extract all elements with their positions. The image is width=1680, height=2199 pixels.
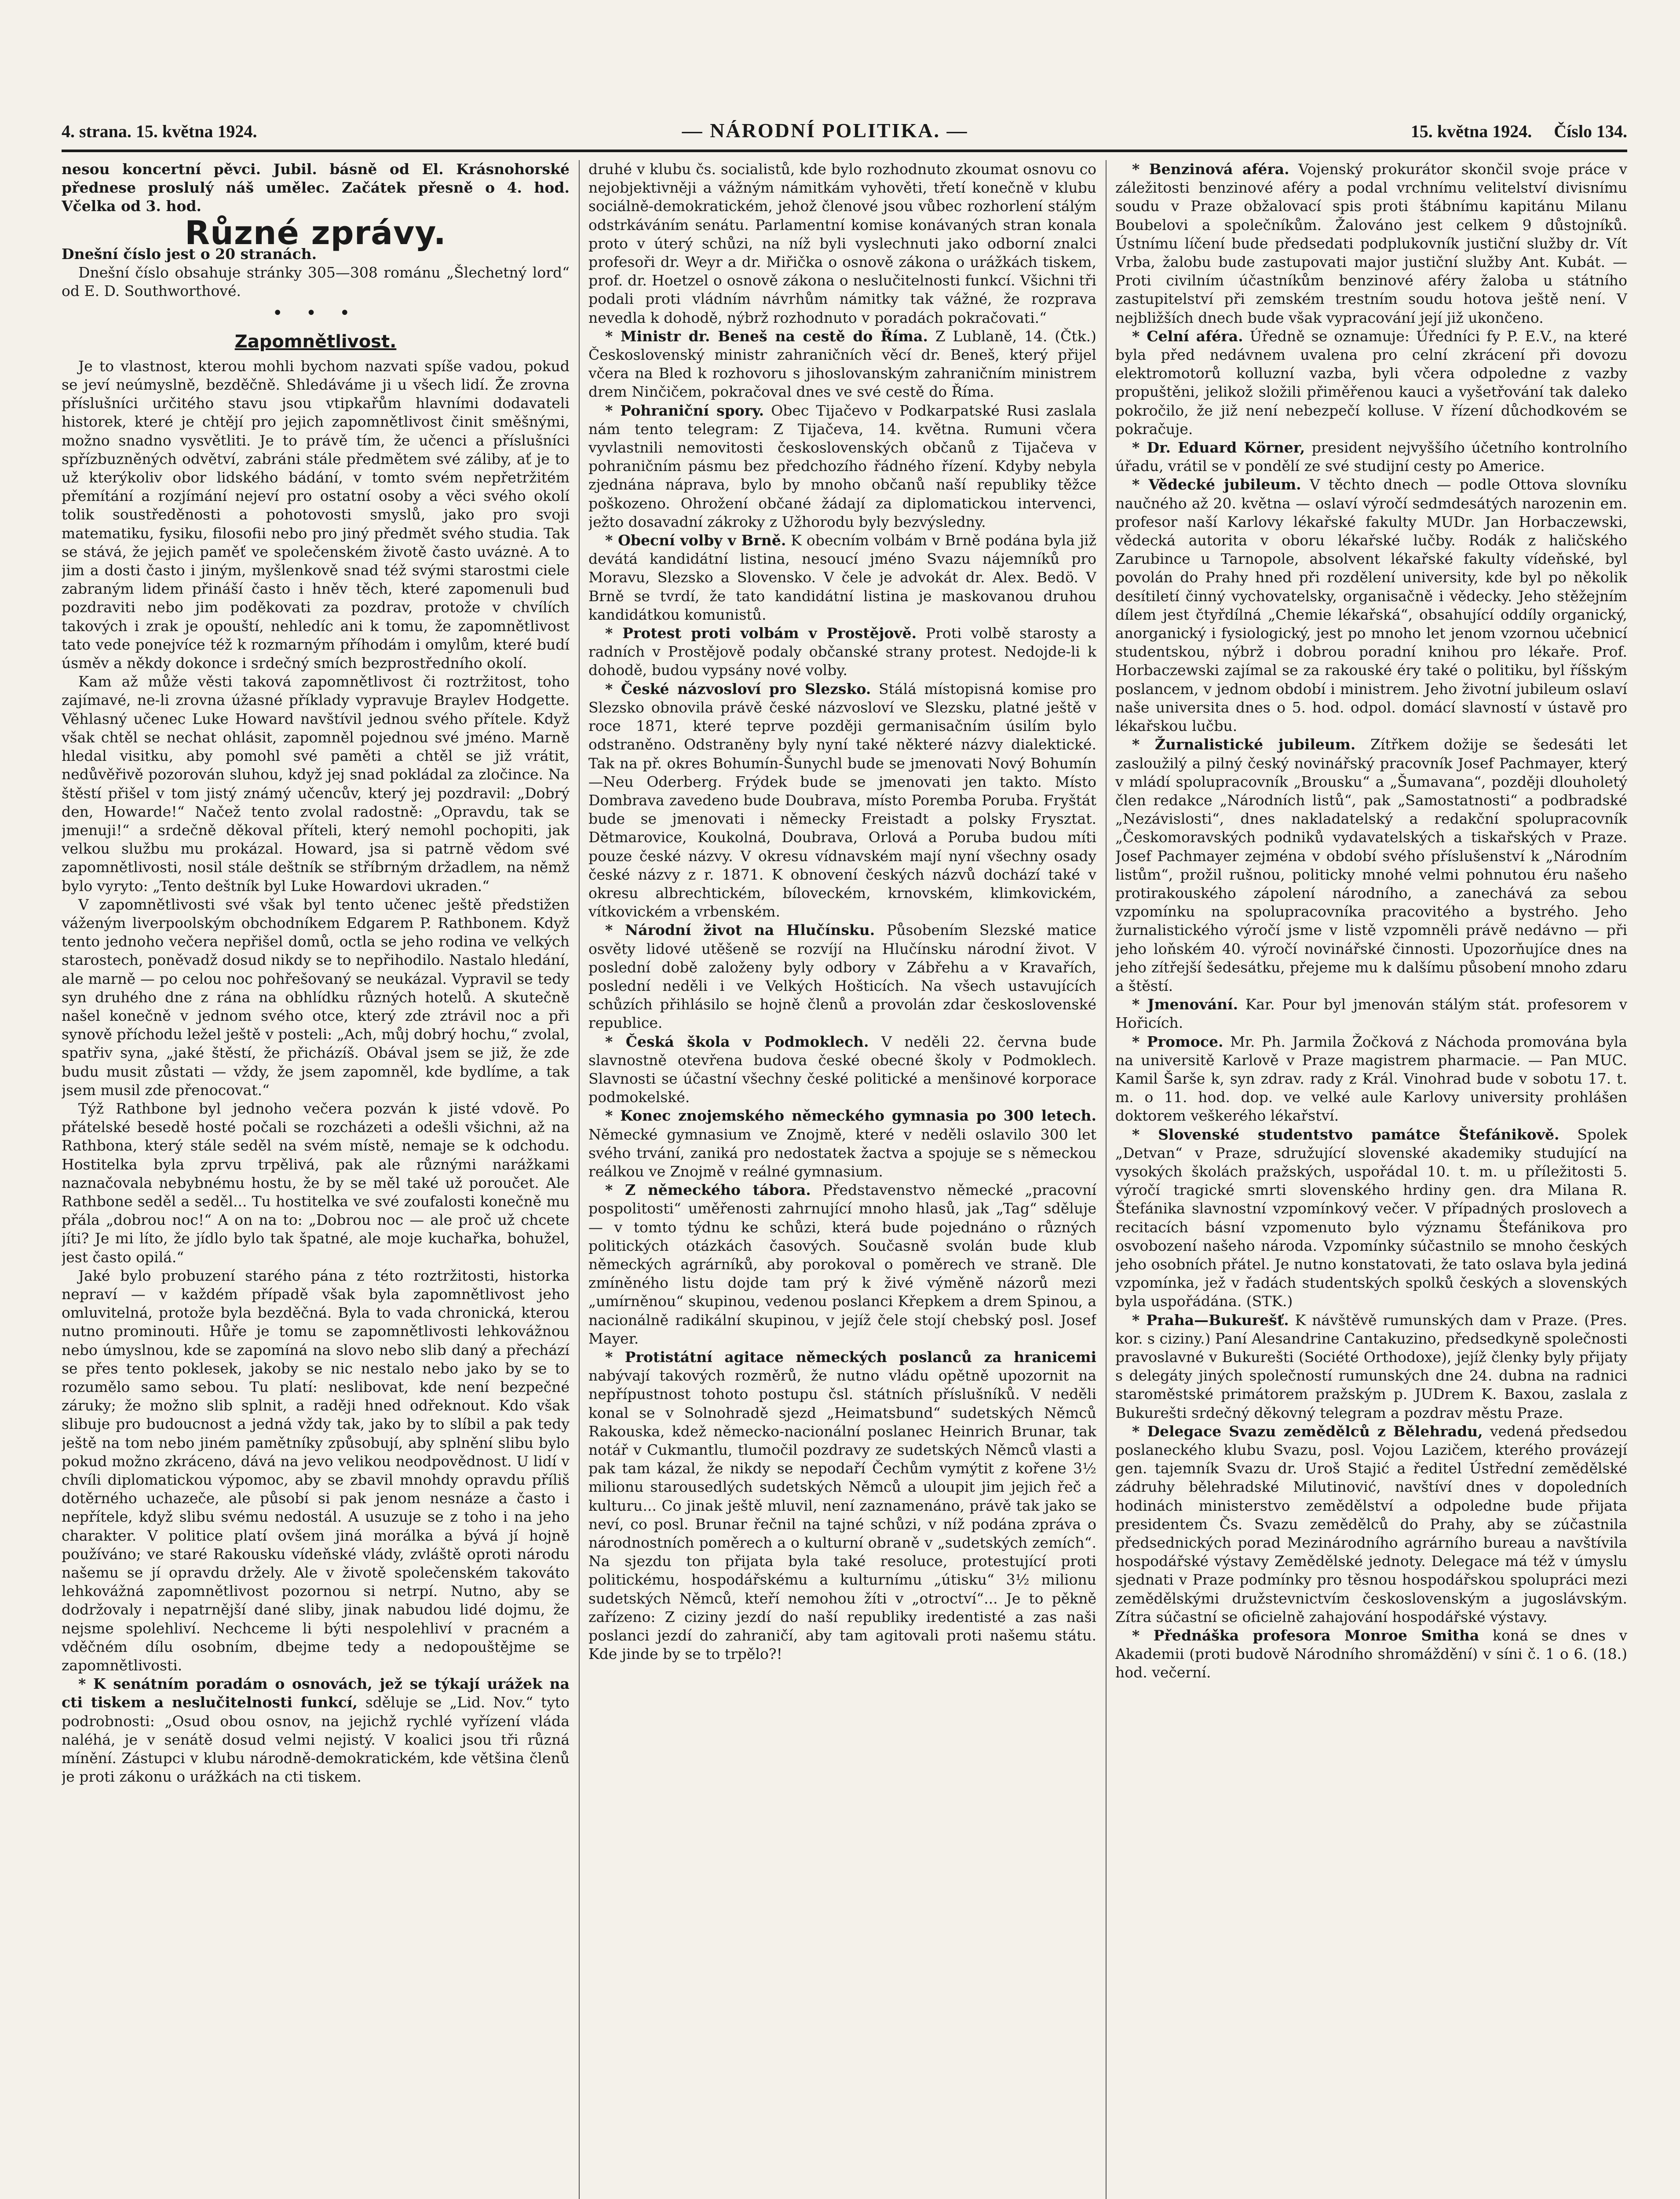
- news-item-text: Z Lublaně, 14. (Čtk.) Československý ministr zahraničních věcí dr. Beneš, který přijel včera na Bled k rozhovoru s jihoslovanským zahraničním ministrem drem Ninčičem, pokračoval dnes ve své cestě do Říma.: [588, 327, 1096, 401]
- news-item-text: Německé gymnasium ve Znojmě, které v neděli oslavilo 300 let svého trvání, zaniká pro nedostatek žactva a spojuje se s německou reálkou ve Znojmě v reálné gymnasium.: [588, 1125, 1096, 1180]
- article-title: Zapomnětlivost.: [234, 331, 397, 352]
- news-item: [1115, 160, 1627, 327]
- news-item-text: Působením Slezské matice osvěty lidové utěšeně se rozvíjí na Hlučínsku národní život. V poslední době založeny byly odbory v Zábřehu a v Kravařích, poslední neděli i ve Velkých Hošticích. Na všech ustavujících schůzích přihlásilo se hojně členů a provolán zdar československé republice.: [588, 921, 1096, 1032]
- news-item-text: president nejvyššího účetního kontrolního úřadu, vrátil se v pondělí ze své studijní cesty po Americe.: [1115, 439, 1627, 475]
- article-paragraph: V zapomnětlivosti své však byl tento učenec ještě předstižen váženým liverpoolským obchodníkem Edgarem P. Rathbonem. Když tento jednoho večera nepřišel domů, octla se jeho rodina ve velkých starostech, poněvadž dosud nikdy se to nepřihodilo. Nastalo hledání, ale marně — po celou noc pohřešovaný se neukázal. Vypravil se tedy syn druhého dne z rána na obhlídku různých hotelů. A skutečně našel konečně v jednom svého otce, který zde ztrávil noc a při synově příchodu ležel ještě v posteli: „Ach, můj dobrý hochu,“ zvolal, spatřiv syna, „jaké štěstí, že přicházíš. Obával jsem se již, že zde budu musit zůstati — vždy, že jsem zapomněl, kde bydlíme, a tak jsem musil zde přenocovat.“: [62, 895, 570, 1099]
- news-item-lead: * Česká škola v Podmoklech.: [605, 1033, 869, 1050]
- news-item-lead: * Obecní volby v Brně.: [605, 532, 786, 549]
- news-item: [1115, 1311, 1627, 1422]
- column-3: [1115, 160, 1627, 2199]
- news-item-lead: * Delegace Svazu zemědělců z Bělehradu,: [1132, 1422, 1483, 1440]
- news-item: [588, 921, 1096, 1032]
- column-divider: [579, 160, 580, 2199]
- novel-note: Dnešní číslo obsahuje stránky 305—308 románu „Šlechetný lord“ od E. D. Southworthové.: [62, 264, 570, 300]
- news-item-lead: * Přednáška profesora Monroe Smitha: [1132, 1627, 1479, 1644]
- news-item-lead: * Pohraniční spory.: [605, 402, 764, 419]
- news-item-text: Úředně se oznamuje: Úředníci fy P. E.V., na které byla před nedávnem uvalena pro celní zkrácení při dovozu elektromotorů kolluzní vazba, byli včera odpoledne z vazby propuštěni, jelikož složili přiměřenou kauci a vyšetřování tak daleko pokročilo, že již není nebezpečí kolluse. V řízení důchodkovém se pokračuje.: [1115, 327, 1627, 438]
- article-paragraph: Týž Rathbone byl jednoho večera pozván k jisté vdově. Po přátelské besedě hosté počali se rozcházeti a odešli všichni, až na Rathbona, který stále seděl na svém místě, nemaje se k odchodu. Hostitelka byla zprvu trpělivá, pak ale různými narážkami naznačovala nebybnému hostu, že by se měl také už poroučet. Ale Rathbone seděl a seděl... Tu hostitelka ve své zoufalosti konečně mu přála „dobrou noc!“ A on na to: „Dobrou noc — ale proč už chcete jíti? Je mi líto, že jídlo bylo tak špatné, ale moje kuchařka, bohužel, jest často opilá.“: [62, 1100, 570, 1266]
- news-item-lead: * Konec znojemského německého gymnasia po 300 letech.: [605, 1107, 1096, 1125]
- news-item: [588, 1348, 1096, 1663]
- news-item-text: Kar. Pour byl jmenován stálým stát. profesorem v Hořicích.: [1115, 996, 1627, 1032]
- news-item-lead: * Celní aféra.: [1132, 327, 1243, 345]
- news-item-text: Stálá místopisná komise pro Slezsko obnovila právě české názvosloví ve Slezsku, platné ještě v roce 1871, které teprve později germanisačním úsilím bylo odstraněno. Odstraněny byly nyní také některé názvy dialektické. Tak na př. okres Bohumín-Šunychl bude se jmenovati Nový Bohumín—Neu Oderberg. Frýdek bude se jmenovati jen takto. Místo Dombrava zavedeno bude Doubrava, místo Poremba Poruba. Fryštát bude se jmenovati i německy Freistadt a polsky Frysztat. Dětmarovice, Koukolná, Doubrava, Orlová a Poruba budou míti pouze české názvy. V okresu vídnavském mají nyní všechny osady české názvy z r. 1871. K obnovení českých názvů dochází také v okresu albrechtickém, bíloveckém, krnovském, klimkovickém, vítkovickém a vrbenském.: [588, 680, 1096, 921]
- news-item: [588, 531, 1096, 624]
- column-1: [62, 160, 570, 2199]
- news-item-text: Spolek „Detvan“ v Praze, sdružující slovenské akademiky studující na vysokých školách pražských, uspořádal 10. t. m. u příležitosti 5. výročí tragické smrti slovenského hrdiny gen. dra Milana R. Štefánika slavnostní vzpomínkový večer. V případných proslovech a recitacích básní vzpomenuto bylo významu Štefánikova pro osvobození našeho národa. Vzpomínky súčastnilo se mnoho českých jeho osobních přátel. Je nutno konstatovati, že tato oslava byla jediná vzpomínka, jež v řadách studentských spolků českých a slovenských byla uspořádána. (STK.): [1115, 1125, 1627, 1310]
- news-item-lead: * K senátním poradám o osnovách, jež se týkají urážek na cti tiskem a neslučitelnosti funkcí,: [62, 1675, 570, 1711]
- news-item: [1115, 438, 1627, 475]
- news-item: [1115, 1626, 1627, 1682]
- news-item: [62, 1675, 570, 1786]
- news-item: [1115, 327, 1627, 438]
- issue-number: Číslo 134.: [1554, 121, 1627, 141]
- news-item-lead: * Z německého tábora.: [605, 1181, 811, 1199]
- page-header: [62, 119, 1627, 147]
- masthead-title: — NÁRODNÍ POLITIKA. —: [682, 119, 968, 142]
- news-item-lead: * Praha—Bukurešť.: [1132, 1311, 1289, 1329]
- news-item-lead: * Ministr dr. Beneš na cestě do Říma.: [605, 327, 928, 345]
- news-item-text: vedená předsedou poslaneckého klubu Svazu, posl. Vojou Lazičem, kterého provázejí gen. tajemník Svazu dr. Uroš Stajić a ředitel Ústřední zemědělské zádruhy bělehradské Milutinović, navštíví dnes v dopoledních hodinách ministerstvo zemědělství a odpoledne bude přijata presidentem Čs. Svazu zemědělců do Prahy, aby se zúčastnila předsednických porad Mezinárodního agrárního bureau a navštívila hospodářské výstavy Zemědělské jednoty. Delegace má též v úmyslu sjednati v Praze podmínky pro těsnou hospodářskou spolupráci mezi zemědělskými družstevnictvím československým a jugoslávským. Zítra súčastní se oficielně zahajování hospodářské výstavy.: [1115, 1422, 1627, 1626]
- news-item-lead: * Žurnalistické jubileum.: [1132, 736, 1356, 753]
- news-item-lead: * České názvosloví pro Slezsko.: [605, 680, 871, 698]
- header-rule: [62, 150, 1627, 152]
- news-item-text: K obecním volbám v Brně podána byla již devátá kandidátní listina, nesoucí jméno Svazu nájemníků pro Moravu, Slezsko a Slovensko. V čele je advokát dr. Alex. Bedö. V Brně se tvrdí, že tato kandidátní listina je maskovanou druhou kandidátkou komunistů.: [588, 532, 1096, 623]
- news-item-lead: * Vědecké jubileum.: [1132, 476, 1301, 493]
- news-item-text: Proti volbě starosty a radních v Prostějově podaly občanské strany protest. Nedojde-li k dohodě, budou vypsány nové volby.: [588, 625, 1096, 679]
- news-item: [1115, 1033, 1627, 1125]
- news-item-text: V neděli 22. června bude slavnostně otevřena budova české obecné školy v Podmoklech. Slavnosti se účastní všechny české politické a menšinové korporace podmokelské.: [588, 1033, 1096, 1106]
- news-item-lead: * Jmenování.: [1132, 996, 1238, 1013]
- news-item-text: V těchto dnech — podle Ottova slovníku naučného až 20. května — oslaví výročí sedmdesátých narozenin em. profesor naší Karlovy lékařské fakulty MUDr. Jan Horbaczewski, vědecká autorita v oboru lékařské lučby. Rodák z haličského Zarubince u Tarnopole, absolvent lékařské fakulty vídeňské, byl povolán do Prahy hned při rozdělení university, kde byl po několik desítiletí činný vychovatelsky, organisačně i vědecky. Jeho stěžejním dílem jest čtyřdílná „Chemie lékařská“, obsahující oddíly organický, anorganický i fysiologický, jest po mnoho let jenom vzornou učebnicí studentskou, nýbrž i dobrou poradní knihou pro lékaře. Prof. Horbaczewski zajímal se za rakouské éry také o politiku, byl říšským poslancem, v jednom období i ministrem. Jeho životní jubileum oslaví naše universita dnes o 5. hod. odpol. domácí slavností v ústavě pro lékařskou lučbu.: [1115, 476, 1627, 735]
- article-paragraph: Jaké bylo probuzení starého pána z této roztržitosti, historka nepraví — v každém případě však byla zapomnětlivost jeho omluvitelná, protože byla bezděčná. Byla to vada chronická, kterou nutno prominouti. Hůře je tomu se zapomnětlivosti lehkovážnou nebo úmyslnou, kde se zapomíná na slovo nebo slib daný a přechází se přes tento poklesek, jakoby se nic nestalo nebo jako by se to rozumělo samo sebou. Tu platí: neslibovat, kde není bezpečné záruky; že možno slib splnit, a raději hned odřeknout. Kdo však slibuje pro budoucnost a jedná vždy tak, jako by to slíbil a pak tedy ještě na tom nebo jiném pamětníky způsobují, aby splnění slibu bylo pokud možno zkráceno, dává na jevo velikou neodpovědnost. U lidí v chvíli diplomatickou výpomoc, aby se zbavil mnohdy opravdu příliš dotěrného uchazeče, ale působí si pak jenom nesnáze a často i nepřítele, když slibu svému nedostál. A usuzuje se z toho i na jeho charakter. V politice platí ovšem jiná morálka a bývá jí hojně používáno; ve staré Rakousku vídeňské vlády, zvláště oproti národu našemu se jí opravdu držely. Ale v životě společenském takováto lehkovážná zapomnětlivost pozornou si netrpí. Nutno, aby se dodržovaly i nepatrnější dané sliby, jinak nabudou lidé dojmu, že nejsme spolehliví. Nechceme li býti nespolehliví v pracném a vděčném dílu osobním, dbejme tedy a nedopouštějme se zapomnětlivosti.: [62, 1267, 570, 1674]
- news-item: [1115, 475, 1627, 735]
- header-left: 4. strana. 15. května 1924.: [62, 121, 257, 141]
- header-right: [1393, 121, 1627, 142]
- news-item-text: Zítřkem dožije se šedesáti let zasloužilý a pilný český novinářský pracovník Josef Pachmayer, který v mládí spolupracovník „Brousku“ a „Šumavana“, později dlouholetý člen redakce „Národních listů“, pak „Samostatnosti“ a podbradské „Nezávislosti“, dnes nakladatelský a redakční spolupracovník „Českomoravských podniků vydavatelských a tiskařských v Praze. Josef Pachmayer zejména v období svého příslušenství k „Národním listům“, prožil rušnou, politicky mnohé velmi pohnutou éru našeho protirakouského zápolení národního, a zanechává za sebou vzpomínku na spolupracovníka pracovitého a bystrého. Jeho žurnalistického výročí jsme v listě vzpomněli právě nedávno — při jeho loňském 40. výročí novinářské činnosti. Upozorňujíce dnes na jeho zítřejší šedesátku, přejeme mu k dalšímu působení mnoho zdaru a štěstí.: [1115, 736, 1627, 994]
- columns: [62, 160, 1627, 2199]
- news-item: [1115, 1422, 1627, 1626]
- news-item-text: Představenstvo německé „pracovní pospolitosti“ uměřenosti zahrnující mnoho hlasů, jak „Tag“ sděluje — v tomto týdnu ke schůzi, která bude pojednáno o různých politických otázkách časových. Současně svolán bude klub německých agrárníků, aby porokoval o poměrech ve straně. Dle zmíněného listu dojde tam prý k živé výměně názorů mezi „umírněnou“ skupinou, vedenou poslanci Křepkem a drem Spinou, a nacionálně radikální skupinou, v jejíž čele stojí chebský posl. Josef Mayer.: [588, 1181, 1096, 1347]
- column-2: [588, 160, 1096, 2199]
- news-item-text: nabývají takových rozměrů, že nutno vládu opětně upozornit na nepřípustnost tohoto postupu čsl. státních příslušníků. V neděli konal se v Solnohradě sjezd „Heimatsbund“ sudetských Němců Rakouska, kdež německo-nacionální poslanec Heinrich Brunar, tak notář v Cukmantlu, tlumočil pozdravy ze sudetských Němců vlasti a pak tam kázal, že nikdy se nepodaří Čechům vymýtit z kořene 3½ milionu starousedlých sudetských Němců a uloupit jim jejich řeč a kulturu... Co jinak ještě mluvil, není zaznamenáno, právě tak jako se neví, co posl. Brunar řečnil na tajné schůzi, v níž podána zpráva o národnostních poměrech a o kulturní obraně v „sudetských zemích“. Na sjezdu ton přijata byla také resoluce, protestující proti politickému, hospodářskému a kulturnímu „útisku“ 3½ milionu sudetských Němců, kteří nemohou žíti v „otroctví“... Je to pěkně zařízeno: Z ciziny jezdí do naší republiky iredentisté a zas naši poslanci jezdí do zahraničí, aby tam agitovali proti našemu státu. Kde jinde by se to trpělo?!: [588, 1367, 1096, 1663]
- news-item-text: koná se dnes v Akademii (proti budově Národního shromáždění) v síni č. 1 o 6. (18.) hod. večerní.: [1115, 1627, 1627, 1681]
- news-item: [588, 327, 1096, 402]
- news-item-text: K návštěvě rumunských dam v Praze. (Pres. kor. s ciziny.) Paní Alesandrine Cantakuzino, předsedkyně společnosti pravoslavné v Bukurešti (Société Orthodoxe), jejíž členky byly přijaty s delegáty jiných společností rumunských dne 24. dubna na radnici staroměstské primátorem pražským p. JUDrem K. Baxou, zaslala z Bukurešti srdečný děkovný telegram a pozdrav městu Praze.: [1115, 1311, 1627, 1421]
- column-divider: [1106, 160, 1107, 2199]
- news-item-text: Mr. Ph. Jarmila Žočková z Náchoda promována byla na universitě Karlově v Praze magistrem pharmacie. — Pan MUC. Kamil Šarše k, syn zdrav. rady z Král. Vinohrad bude v sobotu 17. t. m. o 11. hod. dop. ve velké aule Karlovy university prohlášen doktorem veškerého lékařství.: [1115, 1033, 1627, 1125]
- news-item-lead: * Protistátní agitace německých poslanců za hranicemi: [605, 1348, 1096, 1366]
- news-item-text: sděluje se „Lid. Nov.“ tyto podrobnosti: „Osud obou osnov, na jejichž rychlé vyřízení vláda naléhá, je v senátě dosud velmi nejistý. V koalici jsou tři různá mínění. Zástupci v klubu národně-demokratickém, kde většina členů je proti zákonu o urážkách na cti tiskem.: [62, 1694, 570, 1786]
- article-paragraph: Je to vlastnost, kterou mohli bychom nazvati spíše vadou, pokud se jeví neúmyslně, bezděčně. Shledáváme ji u všech lidí. Že zrovna příslušníci určitého stavu jsou vtipkařům hlavními dodavateli historek, které je chtějí pro jejich zapomnětlivost činit směšnými, možno snadno vysvětliti. Je to právě tím, že učenci a příslušníci spřízbuzněných odvětví, zabráni stále předmětem své záliby, ať je to už kterýkoliv obor lidského bádání, v tomto svém nepřetržitém přemítání a rozjímání nejeví pro ostatní osoby a věci svého okolí tolik soustředěnosti a pohotovosti smyslů, jako pro svoji matematiku, fysiku, filosofii nebo pro jiný předmět svého studia. Tak se stává, že jejich paměť ve společenském životě často uváznė. A to jim a dosti často i jiným, myšlenkově snad též svými starostmi ciele zabraným lidem přináší často i hněv těch, které zapomenuli bud pozdraviti nebo jim poděkovati za pozdrav, protože v chvílích takových i zrak je opouští, nehledíc ani k tomu, že zapomnětlivost tato vede ponejvíce též k rozmarným příhodám i omylům, které budí úsměv a někdy dokonce i srdečný smích bezprostředního okolí.: [62, 357, 570, 672]
- news-item: [588, 1181, 1096, 1348]
- continued-text: druhé v klubu čs. socialistů, kde bylo rozhodnuto zkoumat osnovu co nejobjektivněji a vážným námitkám vyhověti, třetí konečně v klubu sociálně-demokratickém, jehož členové jsou vůbec rozhorlení stálým odstrkáváním senátu. Parlamentní komise konávaných stran konala proto v úterý schůzi, na níž byli vyslechnuti jako odborní znalci profesoři dr. Weyr a dr. Miřička o osnově zákona o urážkách tiskem, prof. dr. Hoetzel o osnově zákona o neslučitelnosti funkcí. Všichni tři podali proti vládním návrhům námitky tak vážné, že rozprava nevedla k dohodě, nýbrž rozhodnuto v poradách pokračovati.“: [588, 161, 1096, 326]
- news-item: [1115, 735, 1627, 995]
- news-item-lead: * Promoce.: [1132, 1033, 1223, 1050]
- news-item-lead: * Protest proti volbám v Prostějově.: [605, 625, 917, 642]
- news-item-lead: * Národní život na Hlučínsku.: [605, 921, 875, 939]
- news-item: [588, 402, 1096, 531]
- concert-note: nesou koncertní pěvci. Jubil. básně od El. Krásnohorské přednese proslulý náš umělec. Začátek přesně o 4. hod. Včelka od 3. hod.: [62, 161, 570, 215]
- header-date: 15. května 1924.: [1410, 121, 1532, 141]
- news-item: [1115, 1125, 1627, 1311]
- news-item: [588, 1033, 1096, 1107]
- newspaper-page: [62, 119, 1627, 2199]
- news-item-text: Obec Tijačevo v Podkarpatské Rusi zaslala nám tento telegram: Z Tijačeva, 14. května. Rumuni včera vyvlastnili nemovitosti československých občanů z Tijačeva v pohraničním pásmu bez předchozího řádného řízení. Kdyby nebyla zjednána náprava, bylo by mnoho občanů naší republiky těžce poškozeno. Ohrožení občané žádají za diplomatickou intervenci, ježto dosavadní zákroky z Užhorodu byly bezvýsledny.: [588, 402, 1096, 530]
- section-title: Různé zprávy.: [185, 214, 446, 252]
- news-item-lead: * Dr. Eduard Körner,: [1132, 439, 1305, 457]
- article-paragraph: Kam až může věsti taková zapomnětlivost či roztržitost, toho zajímavé, ne-li zrovna úžasné příklady vypravuje Braylev Hodgette. Věhlasný učenec Luke Howard navštívil jednou svého přítele. Když však chtěl se nechat ohlásit, zapomněl pojednou své jméno. Marně hledal visitku, aby pomohl své paměti a chtěl se již vrátit, nedůvěřivě pozorován sluhou, když jej snad pokládal za zločince. Na štěstí přišel v tom jistý známý učencův, který jej pozdravil: „Dobrý den, Howarde!“ Načež tento zvolal radostně: „Opravdu, tak se jmenuji!“ a srdečně děkoval příteli, který nemohl pochopiti, jak velkou službu mu prokázal. Howard, jsa si patrně vědom své zapomnětlivosti, nosil stále deštník se stříbrným držadlem, na němž bylo vyryto: „Tento deštník byl Luke Howardovi ukraden.“: [62, 673, 570, 895]
- issue-pages-note: Dnešní číslo jest o 20 stranách.: [62, 245, 317, 263]
- news-item-text: Vojenský prokurátor skončil svoje práce v záležitosti benzinové aféry a podal vrchnímu velitelství divisnímu soudu v Praze obžalovací spis proti štábnímu kapitánu Milanu Boubelovi a společníkům. Žalováno jest celkem 9 důstojníků. Ústnímu líčení bude předsedati podplukovník justiční služby dr. Vít Vrba, žalobu bude zastupovati major justiční služby Ant. Kubát. — Proti civilním účastníkům benzinové aféry žaloba u státního zastupitelství při zemském trestním soudu hotova ještě není. V nejbližších dnech bude však vypracování její již ukončeno.: [1115, 161, 1627, 326]
- news-item: [588, 1107, 1096, 1181]
- news-item-lead: * Slovenské studentstvo památce Štefánikově.: [1132, 1125, 1559, 1143]
- news-item: [588, 624, 1096, 680]
- news-item-lead: * Benzinová aféra.: [1132, 161, 1289, 178]
- news-item: [1115, 995, 1627, 1032]
- news-item: [588, 680, 1096, 921]
- separator-stars: • • •: [272, 303, 359, 324]
